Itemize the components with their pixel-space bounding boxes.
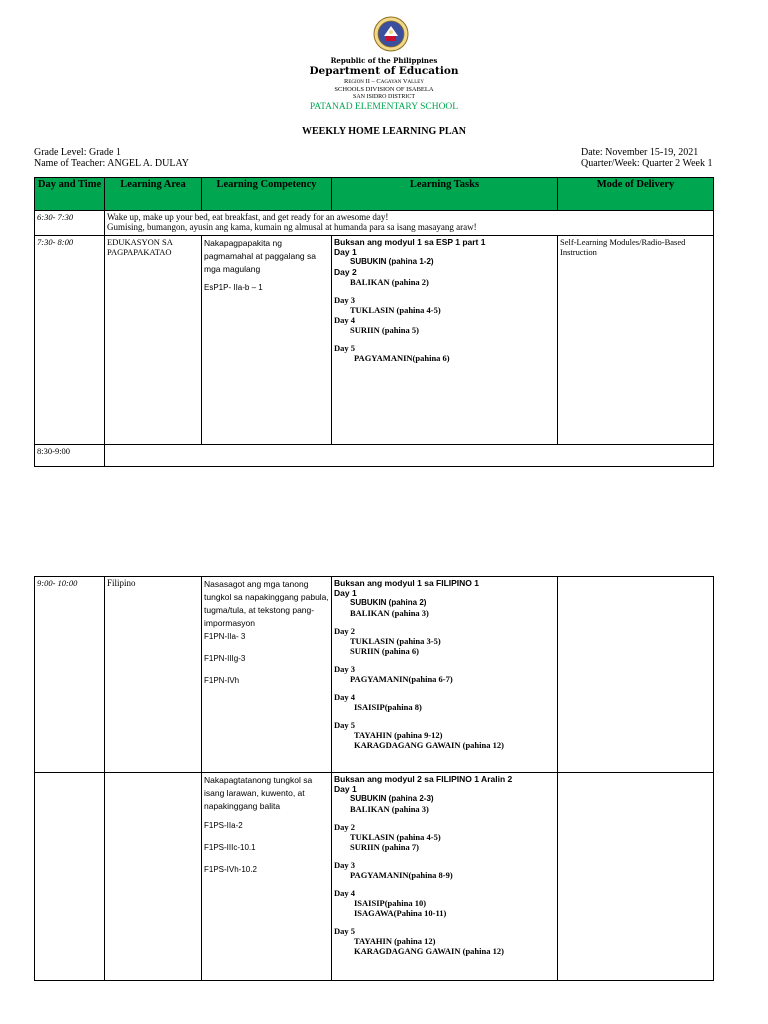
table-row [35, 236, 714, 445]
empty-cell [105, 445, 714, 467]
competency-code: EsP1P- IIa-b – 1 [204, 283, 263, 292]
time-cell [35, 445, 105, 467]
day-label: Day 2 [334, 822, 356, 832]
day-label: Day 1 [334, 784, 357, 794]
competency-code: F1PN-IIa- 3 [204, 632, 246, 641]
task-item: ISAISIP(pahina 8) [354, 702, 422, 712]
task-item: ISAISIP(pahina 10) [354, 898, 427, 908]
plan-title: WEEKLY HOME LEARNING PLAN [301, 126, 466, 137]
mode-cell [558, 577, 714, 773]
learning-area-cell: EDUKASYON SA PAGPAPAKATAO [105, 236, 202, 445]
task-item: ISAGAWA(Pahina 10-11) [354, 908, 447, 918]
day-label: Day 3 [334, 664, 356, 674]
competency-cell [202, 773, 332, 981]
day-label: Day 1 [334, 247, 357, 257]
day-label: Day 4 [334, 888, 356, 898]
grade-level: Grade Level: Grade 1 [34, 147, 121, 158]
task-item: BALIKAN (pahina 3) [350, 608, 429, 618]
day-label: Day 5 [334, 926, 356, 936]
time-cell [35, 236, 105, 445]
task-item: TAYAHIN (pahina 9-12) [354, 730, 443, 740]
day-label: Day 3 [334, 860, 356, 870]
task-item: BALIKAN (pahina 2) [350, 277, 429, 287]
morning-line-en: Wake up, make up your bed, eat breakfast, and get ready for an awesome day! [107, 212, 389, 222]
competency-cell [202, 577, 332, 773]
deped-seal-icon [373, 16, 409, 52]
mode-cell [558, 773, 714, 981]
table-row [35, 211, 714, 236]
competency-text: Nakapagtatanong tungkol sa isang larawan, kuwento, at napakinggang balita [204, 775, 313, 811]
task-item: PAGYAMANIN(pahina 6-7) [350, 674, 453, 684]
plan-table-2 [34, 576, 714, 981]
competency-code: F1PS-IIa-2 [204, 821, 243, 830]
district-line: SAN ISIDRO DISTRICT [352, 94, 415, 100]
task-item: TUKLASIN (pahina 4-5) [350, 832, 441, 842]
header-learning-competency: Learning Competency [202, 178, 332, 211]
day-label: Day 5 [334, 343, 356, 353]
time-cell [35, 577, 105, 773]
competency-text: Nasasagot ang mga tanong tungkol sa napakinggang pabula, tugma/tula, at tekstong pang-impormasyon [204, 579, 329, 628]
day-label: Day 2 [334, 626, 356, 636]
task-item: PAGYAMANIN(pahina 6) [354, 353, 450, 363]
task-item: TUKLASIN (pahina 4-5) [350, 305, 441, 315]
tasks-cell [332, 773, 558, 981]
tasks-cell [332, 236, 558, 445]
task-item: TUKLASIN (pahina 3-5) [350, 636, 441, 646]
day-label: Day 5 [334, 720, 356, 730]
school-name: PATANAD ELEMENTARY SCHOOL [309, 102, 459, 112]
morning-routine [105, 211, 714, 236]
table-row [35, 773, 714, 981]
teacher-name: Name of Teacher: ANGEL A. DULAY [34, 158, 190, 169]
day-label: Day 1 [334, 588, 357, 598]
competency-cell [202, 236, 332, 445]
header-learning-area: Learning Area [105, 178, 202, 211]
competency-code: F1PS-IIIc-10.1 [204, 843, 256, 852]
competency-code: F1PN-IIIg-3 [204, 654, 246, 663]
task-item: SUBUKIN (pahina 2) [350, 598, 427, 607]
plan-date: Date: November 15-19, 2021 [581, 147, 699, 158]
time-cell [35, 211, 105, 236]
task-item: BALIKAN (pahina 3) [350, 804, 429, 814]
learning-area-cell: Filipino [105, 577, 202, 773]
time-cell [35, 773, 105, 981]
task-item: PAGYAMANIN(pahina 8-9) [350, 870, 453, 880]
task-item: TAYAHIN (pahina 12) [354, 936, 436, 946]
task-item: SURIIN (pahina 7) [350, 842, 419, 852]
task-item: SUBUKIN (pahina 1-2) [350, 257, 434, 266]
header-mode-delivery: Mode of Delivery [558, 178, 714, 211]
time-text: 9:00- 10:00 [37, 578, 78, 588]
task-item: SUBUKIN (pahina 2-3) [350, 794, 434, 803]
time-text: 6:30- 7:30 [37, 212, 74, 222]
department-name: Department of Education [309, 65, 459, 77]
time-text: 7:30- 8:00 [37, 237, 74, 247]
republic-line: Republic of the Philippines [330, 56, 438, 65]
day-label: Day 4 [334, 315, 356, 325]
task-heading: Buksan ang modyul 1 sa ESP 1 part 1 [334, 237, 486, 247]
plan-table-1 [34, 177, 714, 467]
competency-code: F1PS-IVh-10.2 [204, 865, 257, 874]
task-item: SURIIN (pahina 5) [350, 325, 419, 335]
tasks-cell [332, 577, 558, 773]
region-line: Region II – Cagayan Valley [344, 78, 424, 85]
header-day-time: Day and Time [35, 178, 105, 211]
day-label: Day 4 [334, 692, 356, 702]
time-text: 8:30-9:00 [37, 446, 71, 456]
header-learning-tasks: Learning Tasks [332, 178, 558, 211]
task-heading: Buksan ang modyul 2 sa FILIPINO 1 Aralin 2 [334, 774, 513, 784]
morning-line-fil: Gumising, bumangon, ayusin ang kama, kumain ng almusal at humanda para sa isang masayang araw! [107, 222, 477, 232]
mode-cell: Self-Learning Modules/Radio-Based Instruction [558, 236, 714, 445]
division-line: SCHOOLS DIVISION OF ISABELA [334, 86, 434, 93]
day-label: Day 3 [334, 295, 356, 305]
table-header-row [35, 178, 714, 211]
learning-area-cell [105, 773, 202, 981]
quarter-week: Quarter/Week: Quarter 2 Week 1 [581, 158, 713, 169]
task-item: KARAGDAGANG GAWAIN (pahina 12) [354, 946, 504, 956]
task-heading: Buksan ang modyul 1 sa FILIPINO 1 [334, 578, 480, 588]
table-row [35, 577, 714, 773]
competency-text: Nakapagpapakita ng pagmamahal at paggalang sa mga magulang [204, 238, 316, 274]
task-item: KARAGDAGANG GAWAIN (pahina 12) [354, 740, 504, 750]
table-row [35, 445, 714, 467]
day-label: Day 2 [334, 267, 357, 277]
task-item: SURIIN (pahina 6) [350, 646, 419, 656]
competency-code: F1PN-IVh [204, 676, 240, 685]
